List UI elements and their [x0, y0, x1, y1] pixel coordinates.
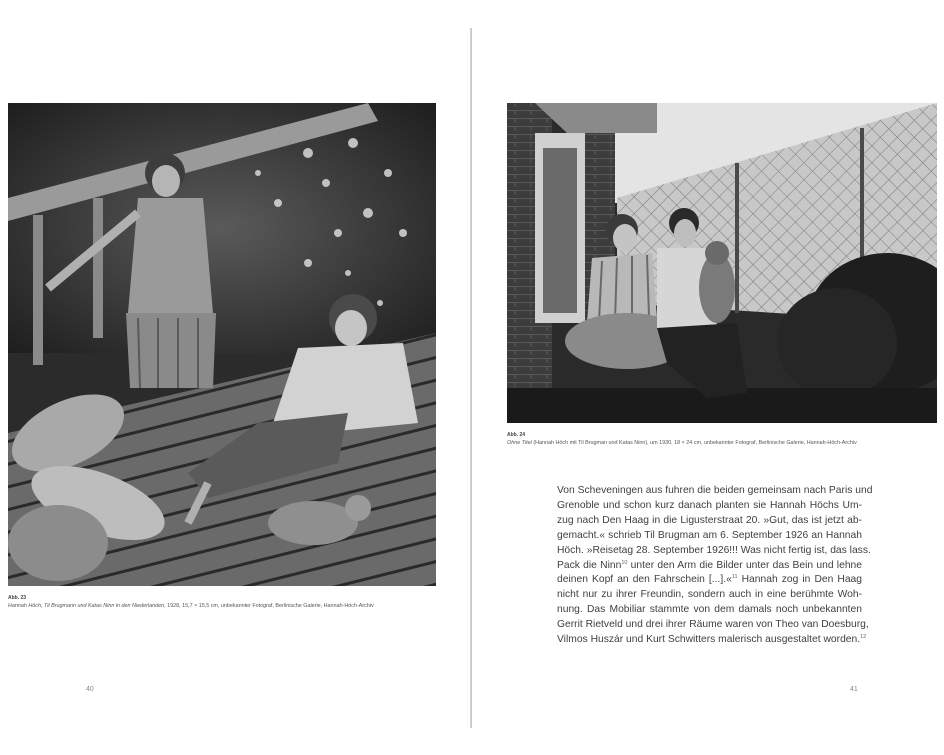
- caption-figure-23: [8, 594, 374, 610]
- text-line: Gerrit Rietveld und drei ihrer Räume waren von Theo van Doesburg,: [557, 619, 869, 631]
- text-line: Grenoble und schon kurz danach planten sie Hannah Höchs Um-: [557, 499, 862, 511]
- photo-figure-24: [507, 103, 937, 423]
- text-fragment: deinen Kopf an den Fahrschein [...].«: [557, 574, 732, 586]
- page-number: 41: [850, 686, 858, 693]
- text-fragment: Vilmos Huszár und Kurt Schwitters malerisch ausgestaltet worden.: [557, 634, 861, 646]
- text-line: zug nach Den Haag in die Ligusterstraat 20. »Gut, das ist jetzt ab-: [557, 514, 862, 526]
- left-page: [0, 0, 470, 755]
- text-line: [557, 559, 862, 574]
- photo-figure-24-image: [507, 103, 937, 423]
- page-number: 40: [86, 686, 94, 693]
- footnote-ref-10[interactable]: 10: [621, 559, 628, 566]
- text-line: [557, 573, 862, 588]
- figure-title: Ohne Titel: [507, 440, 532, 446]
- text-line: nung. Das Mobiliar stammte von dem damals noch unbekannten: [557, 604, 862, 616]
- caption-figure-24: [507, 431, 857, 447]
- text-fragment: Hannah zog in Den Haag: [737, 574, 862, 586]
- text-line: nicht nur zu ihrer Freundin, sondern auch in eine berühmte Woh-: [557, 589, 862, 601]
- text-line: gemacht.« schrieb Til Brugman am 6. September 1926 an Hannah: [557, 529, 862, 541]
- figure-details: (Hannah Höch mit Til Brugman und Katas Ninn), um 1930, 18 × 24 cm, unbekannter Fotograf, Berlinische Galerie, Hannah-Höch-Archiv: [531, 440, 857, 446]
- text-fragment: unter den Arm die Bilder unter das Bein und lehne: [627, 559, 863, 571]
- photo-figure-23: [8, 103, 436, 586]
- figure-label: Abb. 23: [8, 595, 27, 601]
- right-page: [472, 0, 944, 755]
- body-text: [557, 484, 873, 648]
- figure-title: Hannah Höch, Til Brugmann und Katas Ninn in den Niederlanden: [8, 603, 165, 609]
- footnote-ref-11[interactable]: 11: [731, 574, 738, 581]
- figure-details: , 1928, 15,7 × 15,5 cm, unbekannter Fotograf, Berlinische Galerie, Hannah-Höch-Archiv: [164, 603, 374, 609]
- text-line: Von Scheveningen aus fuhren die beiden gemeinsam nach Paris und: [557, 485, 873, 496]
- text-line: [557, 633, 867, 648]
- text-fragment: Pack die Ninn: [557, 559, 622, 571]
- figure-label: Abb. 24: [507, 432, 526, 438]
- footnote-ref-12[interactable]: 12: [860, 634, 867, 641]
- photo-figure-23-image: [8, 103, 436, 586]
- text-line: Höch. »Reisetag 28. September 1926!!! Was nicht fertig ist, das lass.: [557, 544, 871, 556]
